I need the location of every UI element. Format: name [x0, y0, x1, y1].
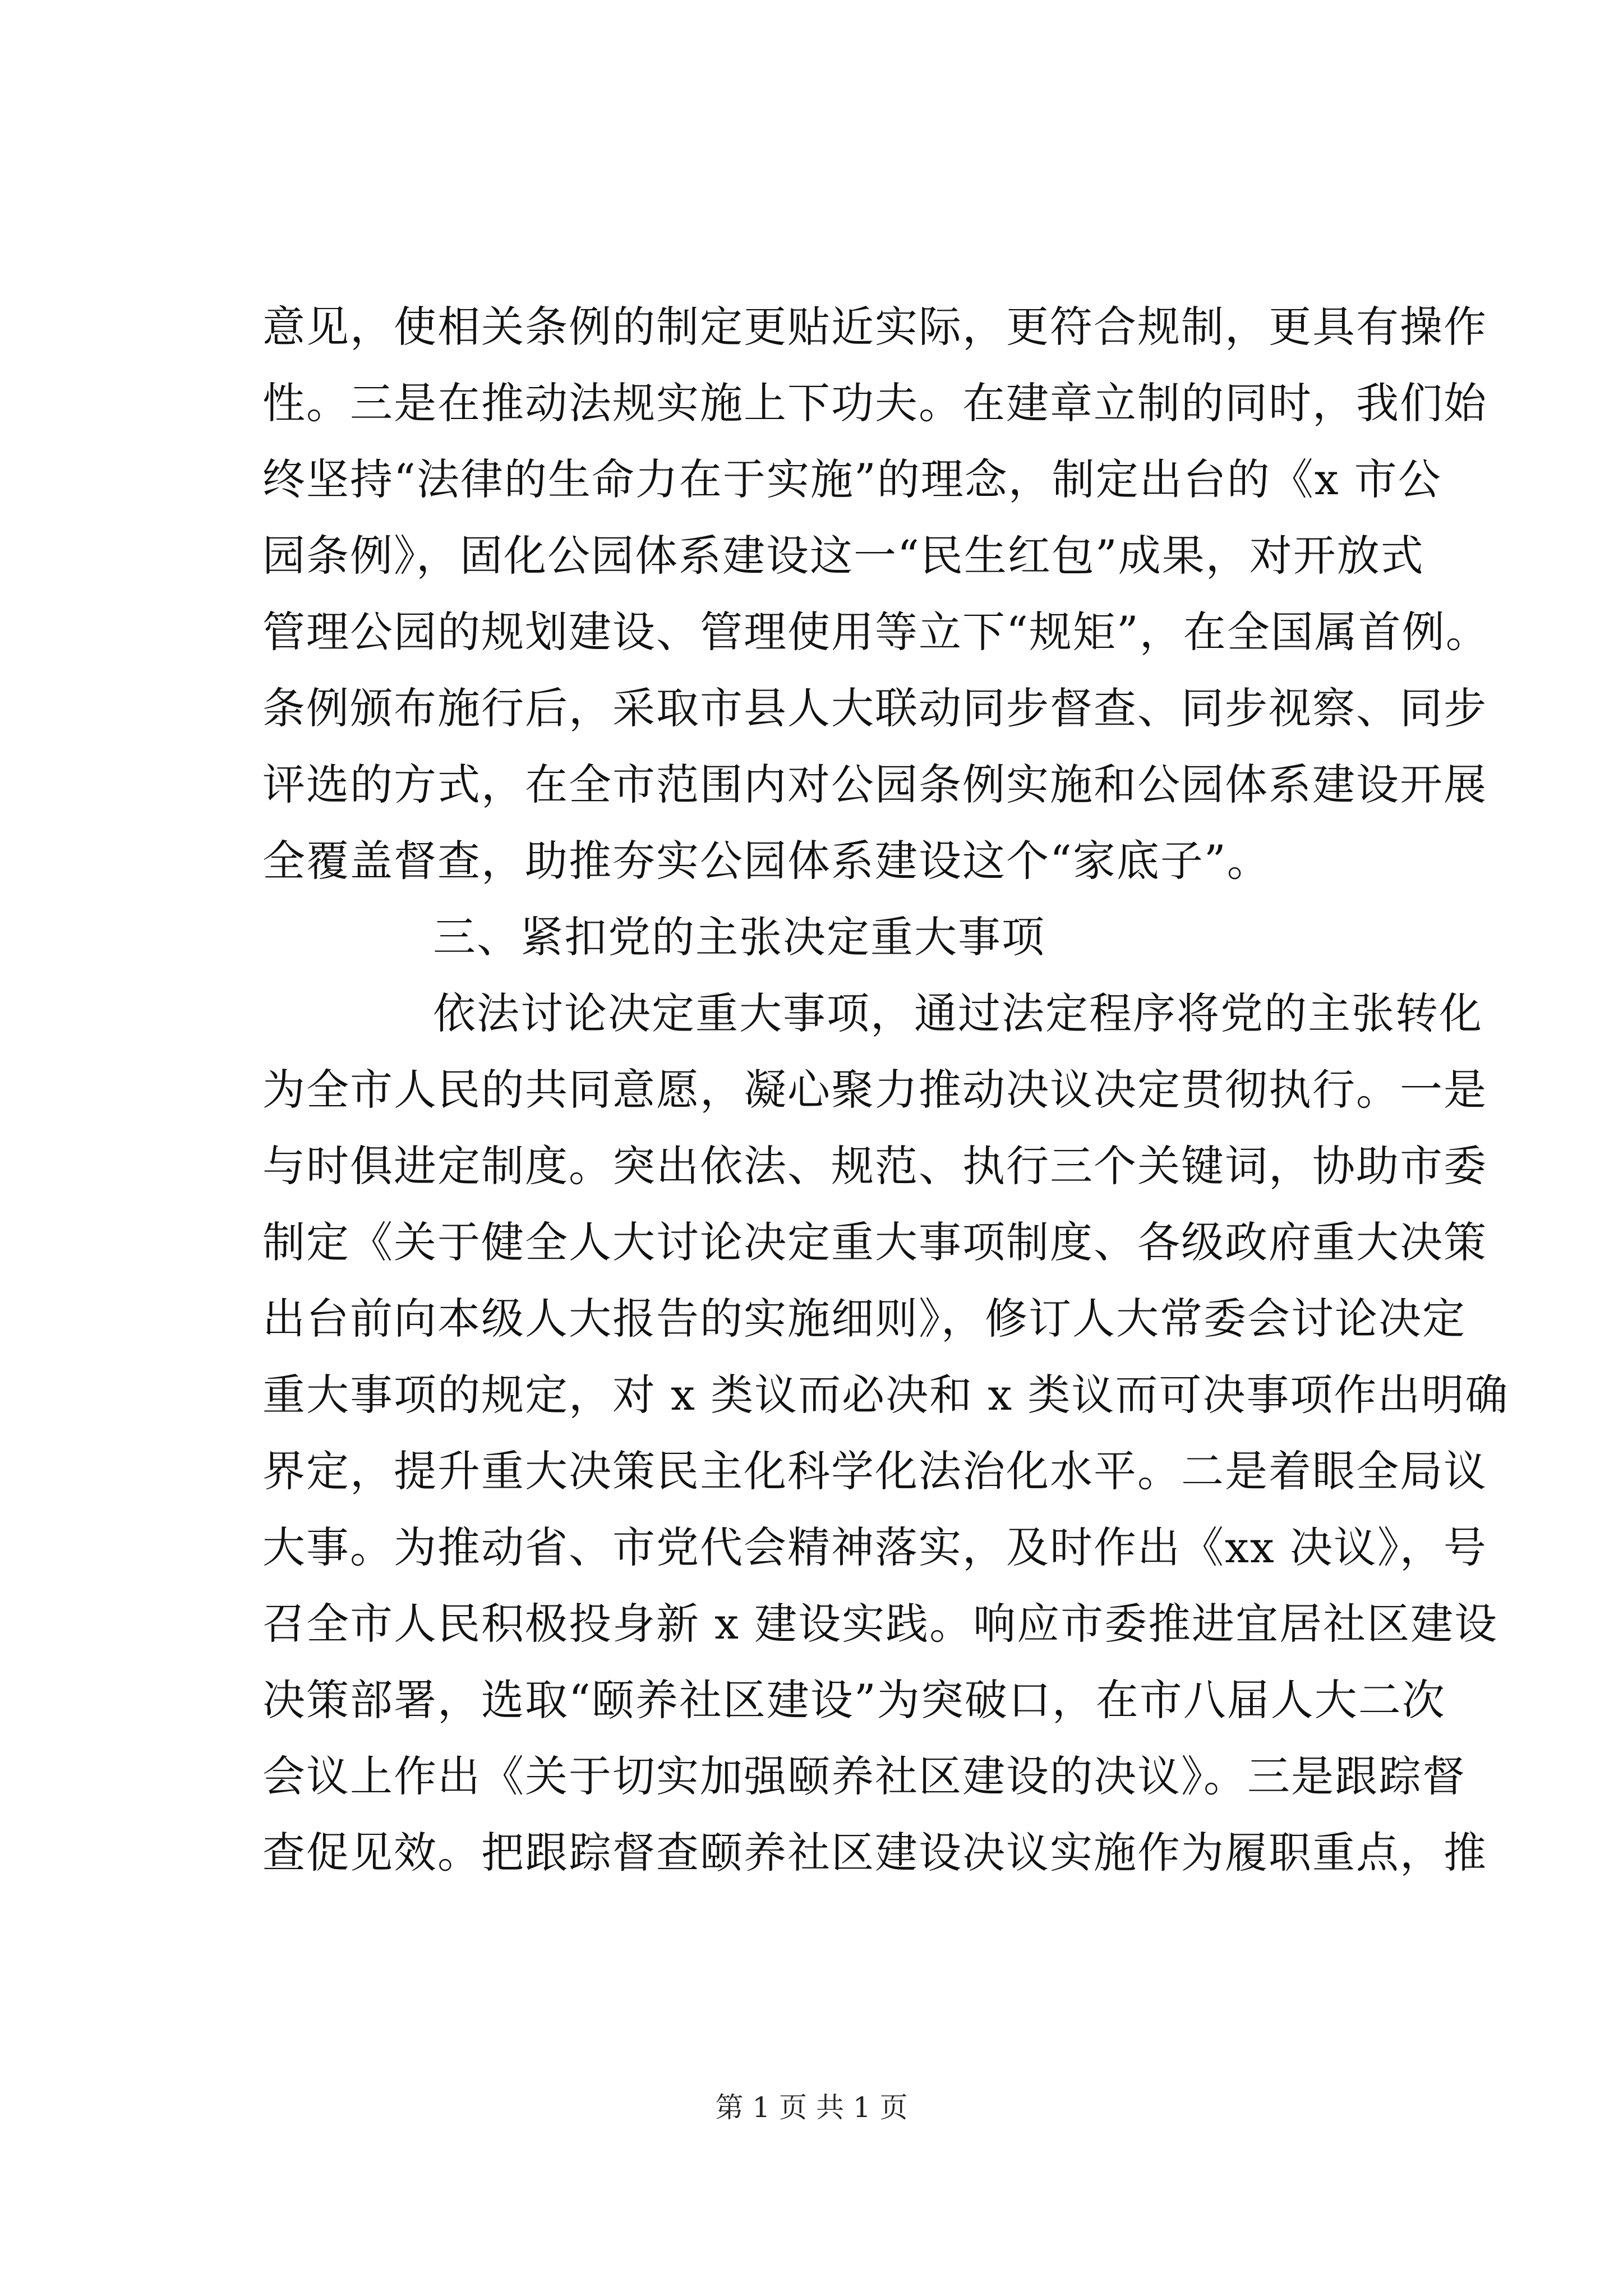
text-line: 依法讨论决定重大事项，通过法定程序将党的主张转化: [433, 988, 1483, 1038]
text-line: 终坚持“法律的生命力在于实施”的理念，制定出台的《x 市公: [262, 454, 1442, 504]
text-line: 为全市人民的共同意愿，凝心聚力推动决议决定贯彻执行。一是: [262, 1065, 1487, 1115]
text-line: 条例颁布施行后，采取市县人大联动同步督查、同步视察、同步: [262, 683, 1487, 733]
text-line: 界定，提升重大决策民主化科学化法治化水平。二是着眼全局议: [262, 1446, 1487, 1496]
page-footer: 第 1 页 共 1 页: [715, 2091, 908, 2124]
text-line: 全覆盖督查，助推夯实公园体系建设这个“家底子”。: [262, 836, 1271, 886]
text-line: 评选的方式，在全市范围内对公园条例实施和公园体系建设开展: [262, 760, 1487, 809]
section-heading: 三、紧扣党的主张决定重大事项: [433, 912, 1045, 962]
text-line: 重大事项的规定，对 x 类议而必决和 x 类议而可决事项作出明确: [262, 1370, 1509, 1420]
text-line: 决策部署，选取“颐养社区建设”为突破口，在市八届人大二次: [262, 1675, 1446, 1725]
text-line: 意见，使相关条例的制定更贴近实际，更符合规制，更具有操作: [262, 302, 1487, 352]
text-line: 园条例》，固化公园体系建设这一“民生红包”成果，对开放式: [262, 531, 1424, 581]
text-line: 出台前向本级人大报告的实施细则》，修订人大常委会讨论决定: [262, 1294, 1466, 1343]
text-line: 会议上作出《关于切实加强颐养社区建设的决议》。三是跟踪督: [262, 1751, 1466, 1801]
text-line: 大事。为推动省、市党代会精神落实，及时作出《xx 决议》，号: [262, 1522, 1487, 1572]
text-line: 与时俱进定制度。突出依法、规范、执行三个关键词，协助市委: [262, 1141, 1487, 1191]
text-line: 性。三是在推动法规实施上下功夫。在建章立制的同时，我们始: [262, 378, 1487, 428]
text-line: 制定《关于健全人大讨论决定重大事项制度、各级政府重大决策: [262, 1217, 1487, 1267]
text-line: 召全市人民积极投身新 x 建设实践。响应市委推进宜居社区建设: [262, 1599, 1498, 1649]
document-body: [262, 289, 1509, 1891]
text-line: 管理公园的规划建设、管理使用等立下“规矩”，在全国属首例。: [262, 607, 1490, 657]
text-line: 查促见效。把跟踪督查颐养社区建设决议实施作为履职重点，推: [262, 1828, 1487, 1878]
